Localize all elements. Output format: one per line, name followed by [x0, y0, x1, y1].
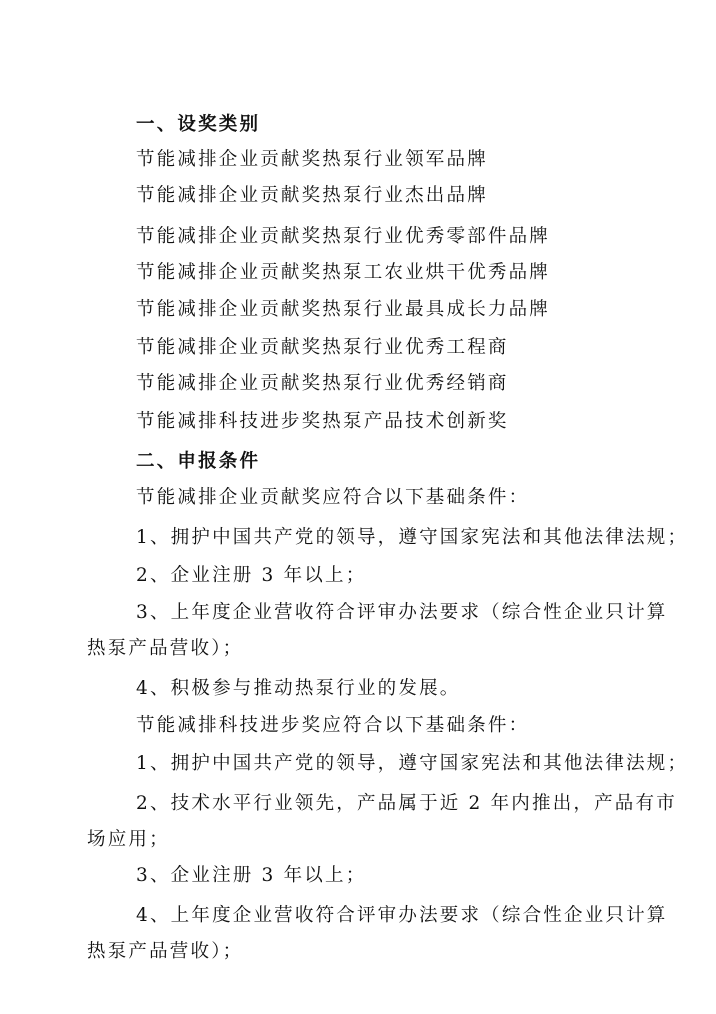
- award-category-item: 节能减排科技进步奖热泵产品技术创新奖: [136, 411, 509, 432]
- section-heading-application-conditions: 二、申报条件: [136, 451, 261, 472]
- condition-paragraph: 节能减排企业贡献奖应符合以下基础条件：: [136, 487, 530, 508]
- award-category-item: 节能减排企业贡献奖热泵行业杰出品牌: [136, 185, 488, 206]
- condition-paragraph: 1、拥护中国共产党的领导，遵守国家宪法和其他法律法规；: [136, 753, 689, 774]
- condition-paragraph: 节能减排科技进步奖应符合以下基础条件：: [136, 715, 530, 736]
- condition-paragraph-continuation: 场应用；: [87, 829, 170, 850]
- condition-paragraph: 1、拥护中国共产党的领导，遵守国家宪法和其他法律法规；: [136, 527, 689, 548]
- condition-paragraph: 3、上年度企业营收符合评审办法要求（综合性企业只计算: [136, 602, 668, 623]
- award-category-item: 节能减排企业贡献奖热泵行业优秀经销商: [136, 373, 509, 394]
- award-category-item: 节能减排企业贡献奖热泵行业优秀零部件品牌: [136, 226, 551, 247]
- award-category-item: 节能减排企业贡献奖热泵行业领军品牌: [136, 149, 488, 170]
- section-heading-award-categories: 一、设奖类别: [136, 114, 261, 135]
- condition-paragraph: 2、企业注册 3 年以上；: [136, 565, 367, 586]
- award-category-item: 节能减排企业贡献奖热泵行业优秀工程商: [136, 337, 509, 358]
- award-category-item: 节能减排企业贡献奖热泵行业最具成长力品牌: [136, 299, 551, 320]
- condition-paragraph-continuation: 热泵产品营收）；: [87, 638, 244, 659]
- condition-paragraph: 2、技术水平行业领先，产品属于近 2 年内推出，产品有市: [136, 793, 677, 814]
- condition-paragraph: 4、上年度企业营收符合评审办法要求（综合性企业只计算: [136, 905, 668, 926]
- award-category-item: 节能减排企业贡献奖热泵工农业烘干优秀品牌: [136, 262, 551, 283]
- condition-paragraph: 4、积极参与推动热泵行业的发展。: [136, 678, 461, 699]
- condition-paragraph-continuation: 热泵产品营收）；: [87, 941, 244, 962]
- condition-paragraph: 3、企业注册 3 年以上；: [136, 865, 367, 886]
